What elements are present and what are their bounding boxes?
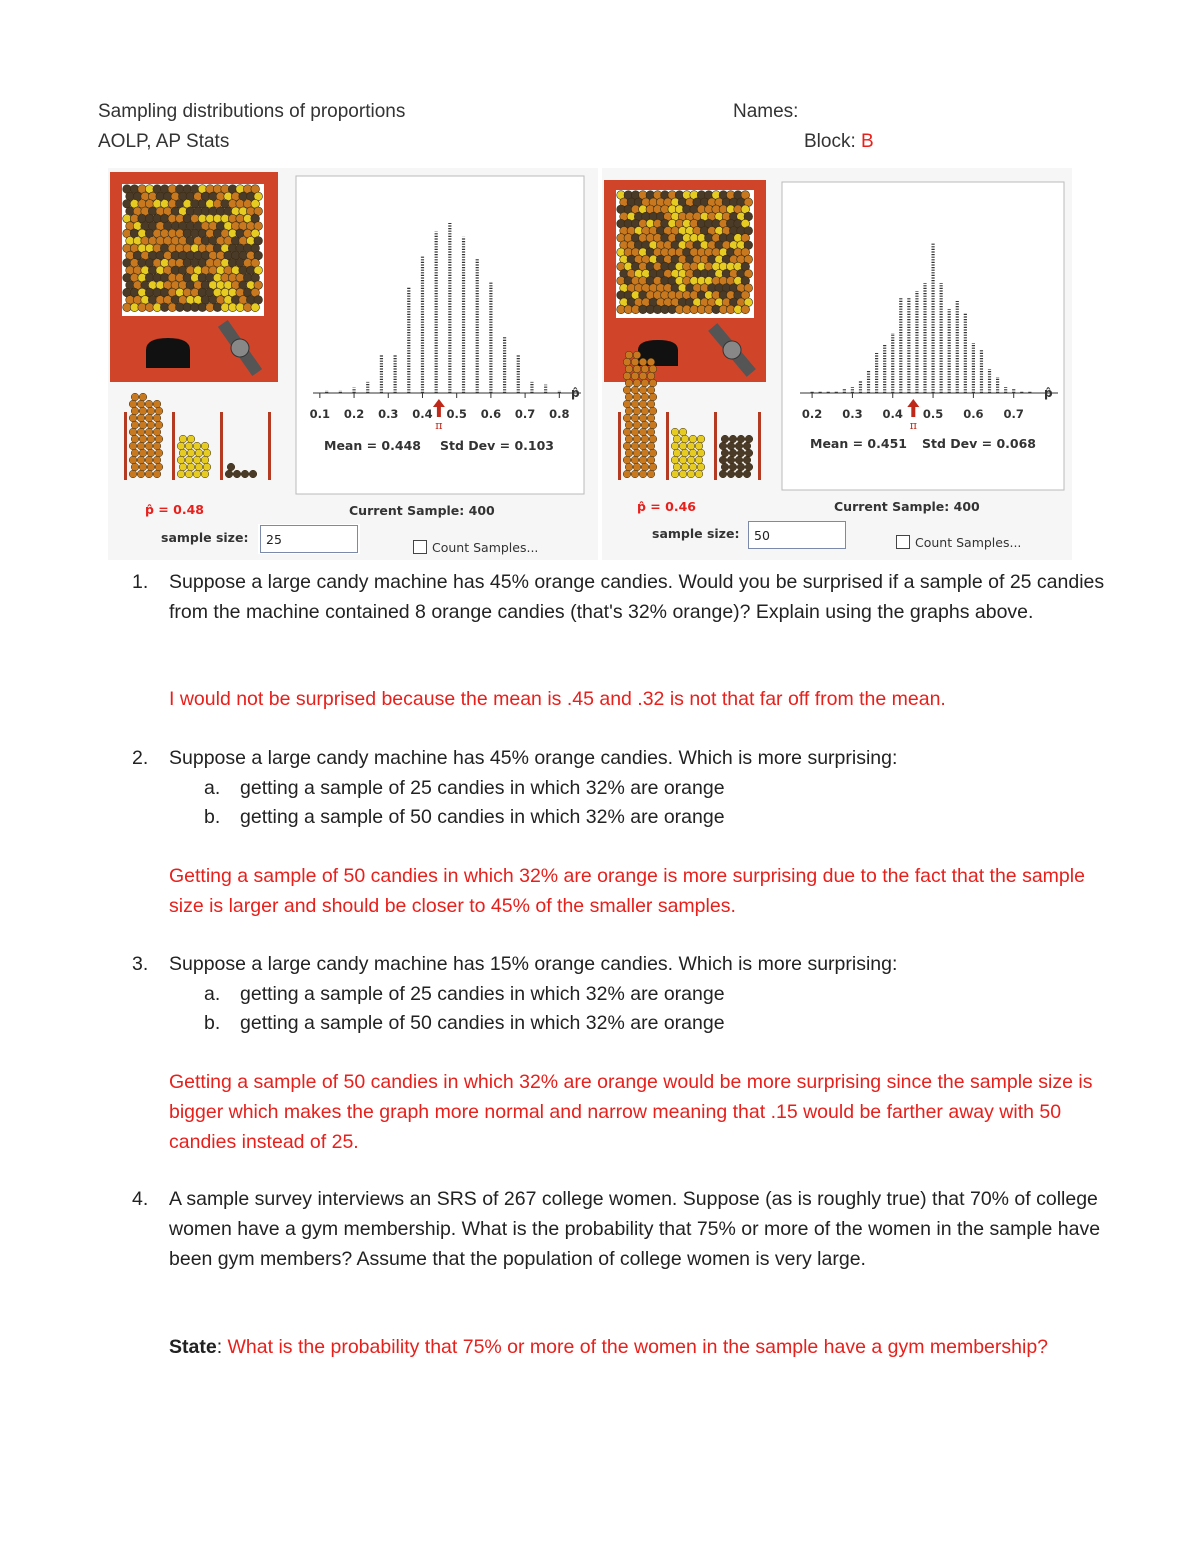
answer-1: I would not be surprised because the mean is .45 and .32 is not that far off from the mean. xyxy=(169,688,946,710)
count-samples-checkbox[interactable] xyxy=(896,535,910,549)
candy-simulation-1 xyxy=(108,168,598,560)
phat-axis-label: p̂ xyxy=(571,386,580,400)
question-number: 2. xyxy=(132,747,149,769)
question-text: A sample survey interviews an SRS of 267 college women. Suppose (as is roughly true) that 70% of college women have a gym membership. What is the probability that 75% or more of the women in the sample have been gym members? Assume that the population of college women is very large. xyxy=(169,1188,1101,1270)
names-label: Names: xyxy=(733,101,799,122)
question-2 xyxy=(132,743,1112,773)
x-tick-label: 0.4 xyxy=(882,407,903,421)
state-label: State xyxy=(169,1336,217,1358)
x-tick-label: 0.8 xyxy=(549,407,570,421)
x-tick-label: 0.3 xyxy=(842,407,863,421)
x-tick-label: 0.1 xyxy=(309,407,331,421)
count-samples-label: Count Samples... xyxy=(915,535,1022,550)
sample-size-input[interactable]: 50 xyxy=(748,521,846,549)
question-3 xyxy=(132,949,1112,979)
x-tick-label: 0.6 xyxy=(963,407,984,421)
option-a: a. getting a sample of 25 candies in which 32% are orange xyxy=(204,777,725,799)
state-answer: State: What is the probability that 75% or more of the women in the sample have a gym membership? xyxy=(169,1336,1049,1358)
question-number: 3. xyxy=(132,953,149,975)
candy-pile-image xyxy=(123,185,263,312)
sample-size-label: sample size: xyxy=(161,530,249,545)
phat-axis-label: p̂ xyxy=(1044,386,1053,400)
count-samples-checkbox[interactable] xyxy=(413,540,427,554)
course-label: AOLP, AP Stats xyxy=(98,131,230,152)
mean-readout: Mean = 0.448 xyxy=(324,438,421,453)
x-tick-label: 0.3 xyxy=(378,407,399,421)
current-sample-label: Current Sample: 400 xyxy=(834,499,980,514)
block-label: Block: xyxy=(804,131,856,152)
x-tick-label: 0.6 xyxy=(480,407,502,421)
question-4 xyxy=(132,1184,1112,1274)
std-dev-readout: Std Dev = 0.103 xyxy=(440,438,554,453)
pi-label: π xyxy=(435,419,443,432)
candy-door-icon xyxy=(146,338,190,368)
x-tick-label: 0.4 xyxy=(412,407,433,421)
mean-readout: Mean = 0.451 xyxy=(810,436,907,451)
x-tick-label: 0.2 xyxy=(801,407,823,421)
option-b: b. getting a sample of 50 candies in which 32% are orange xyxy=(204,1012,725,1034)
option-a: a. getting a sample of 25 candies in which 32% are orange xyxy=(204,983,725,1005)
question-1 xyxy=(132,567,1112,627)
option-b: b. getting a sample of 50 candies in which 32% are orange xyxy=(204,806,725,828)
pi-label: π xyxy=(909,419,917,432)
question-number: 4. xyxy=(132,1188,149,1210)
sample-size-input[interactable]: 25 xyxy=(260,525,358,553)
question-text: Suppose a large candy machine has 45% orange candies. Which is more surprising: xyxy=(169,747,898,769)
current-sample-label: Current Sample: 400 xyxy=(349,503,495,518)
block-value: B xyxy=(861,131,874,152)
x-tick-label: 0.5 xyxy=(922,407,944,421)
question-number: 1. xyxy=(132,571,149,593)
x-tick-label: 0.5 xyxy=(446,407,467,421)
document-title: Sampling distributions of proportions xyxy=(98,101,406,122)
x-tick-label: 0.7 xyxy=(1003,407,1024,421)
question-text: Suppose a large candy machine has 45% orange candies. Would you be surprised if a sample of 25 candies from the machine contained 8 orange candies (that's 32% orange)? Explain using the graphs above. xyxy=(169,571,1105,623)
answer-3: Getting a sample of 50 candies in which 32% are orange would be more surprising since the sample size is bigger which makes the graph more normal and narrow meaning that .15 would be farther away with 50 candies instead of 25. xyxy=(169,1071,1093,1153)
phat-value: p̂ = 0.46 xyxy=(637,499,696,514)
candy-simulation-2 xyxy=(602,168,1092,560)
phat-value: p̂ = 0.48 xyxy=(145,502,204,517)
answer-2: Getting a sample of 50 candies in which 32% are orange is more surprising due to the fact that the sample size is larger and should be closer to 45% of the smaller samples. xyxy=(169,865,1085,917)
x-tick-label: 0.2 xyxy=(343,407,365,421)
state-answer-text: What is the probability that 75% or more of the women in the sample have a gym membership? xyxy=(227,1336,1049,1358)
x-tick-label: 0.7 xyxy=(514,407,536,421)
std-dev-readout: Std Dev = 0.068 xyxy=(922,436,1036,451)
question-text: Suppose a large candy machine has 15% orange candies. Which is more surprising: xyxy=(169,953,898,975)
sample-size-label: sample size: xyxy=(652,526,740,541)
candy-pile-image xyxy=(617,191,753,314)
block-field xyxy=(804,131,874,153)
count-samples-label: Count Samples... xyxy=(432,540,539,555)
